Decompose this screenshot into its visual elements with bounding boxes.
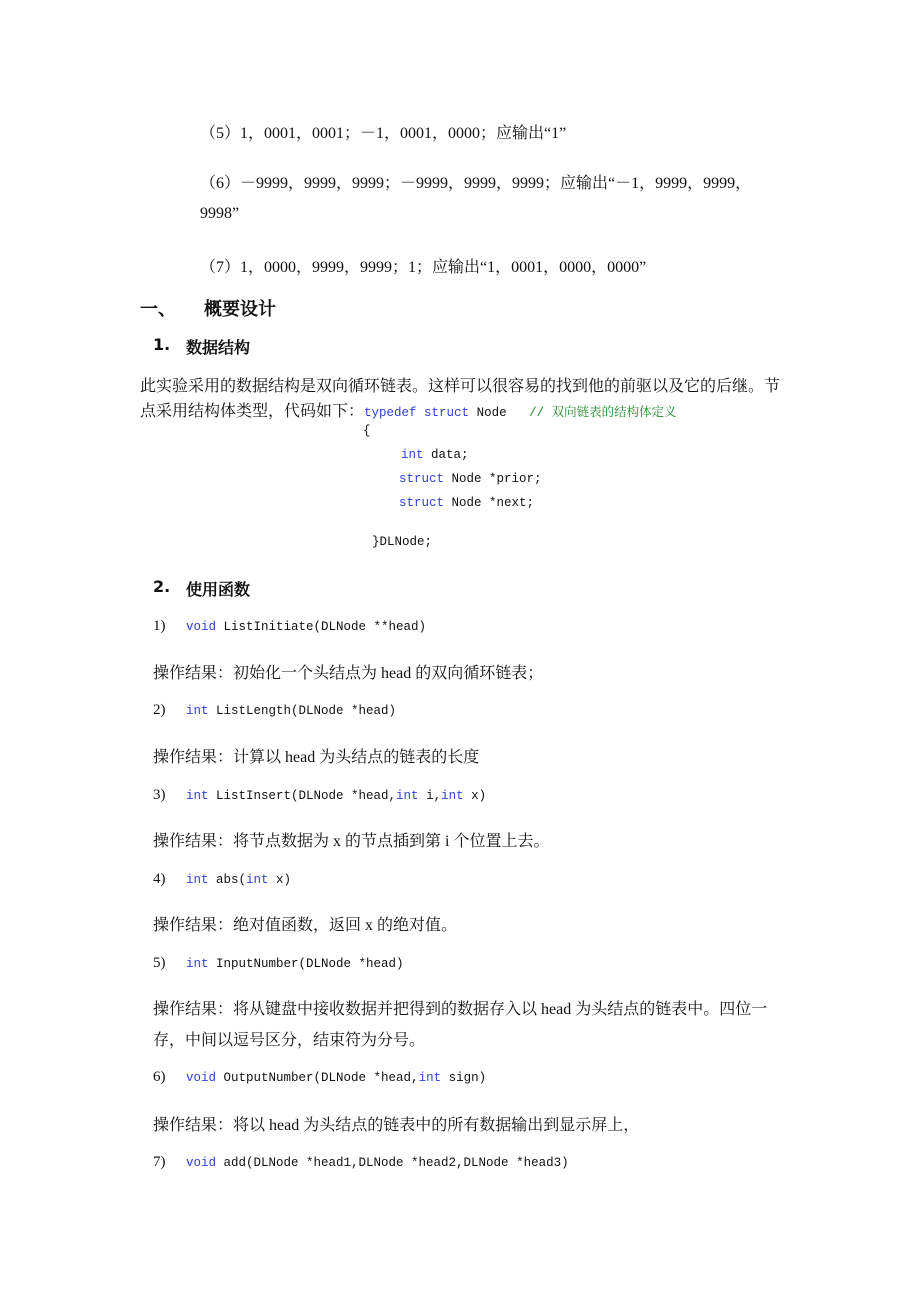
function-5-number: 5) [153, 955, 166, 971]
subsection-2-title: 使用函数 [186, 580, 251, 599]
function-1-sig: ListInitiate(DLNode **head) [216, 620, 427, 634]
function-7-signature [186, 1156, 569, 1170]
function-3-kw3: int [441, 789, 464, 803]
keyword-struct-prior: struct [399, 472, 445, 486]
keyword-typedef: typedef [364, 406, 417, 420]
keyword-int: int [401, 448, 424, 462]
code-node-name: Node [469, 406, 507, 420]
test-case-6: （6）－9999，9999，9999；－9999，9999，9999；应输出“－1，9999，9999， [200, 175, 752, 192]
function-5-result: 操作结果：将从键盘中接收数据并把得到的数据存入以 head 为头结点的链表中。四位一 [153, 1001, 768, 1018]
function-4-sig-b: x) [268, 873, 292, 887]
function-4-kw2: int [246, 873, 269, 887]
function-2-signature [186, 704, 396, 718]
function-7-sig: add(DLNode *head1,DLNode *head2,DLNode *head3) [216, 1156, 569, 1170]
function-1-signature [186, 620, 426, 634]
subsection-2-number: 2. [153, 577, 171, 596]
function-4-result: 操作结果：绝对值函数，返回 x 的绝对值。 [153, 917, 458, 934]
code-field-data [401, 448, 469, 462]
function-2-sig: ListLength(DLNode *head) [208, 704, 397, 718]
function-7-number: 7) [153, 1154, 166, 1170]
section-title: 概要设计 [204, 299, 276, 320]
function-4-number: 4) [153, 871, 166, 887]
subsection-1-number: 1. [153, 335, 171, 354]
function-3-number: 3) [153, 787, 166, 803]
section-number: 一、 [140, 299, 176, 320]
function-6-signature [186, 1071, 486, 1085]
code-typedef-line [364, 406, 677, 420]
function-7-return-type: void [186, 1156, 217, 1170]
field-data-text: data; [423, 448, 469, 462]
keyword-struct-next: struct [399, 496, 445, 510]
code-field-prior [399, 472, 542, 486]
function-1-return-type: void [186, 620, 217, 634]
code-field-next [399, 496, 534, 510]
function-5-return-type: int [186, 957, 209, 971]
function-3-return-type: int [186, 789, 209, 803]
function-3-result: 操作结果：将节点数据为 x 的节点插到第 i 个位置上去。 [153, 833, 550, 850]
function-5-sig: InputNumber(DLNode *head) [208, 957, 404, 971]
function-4-signature [186, 873, 291, 887]
field-prior-text: Node *prior; [444, 472, 542, 486]
function-6-number: 6) [153, 1069, 166, 1085]
intro-line-1: 此实验采用的数据结构是双向循环链表。这样可以很容易的找到他的前驱以及它的后继。节 [140, 378, 781, 395]
function-3-kw2: int [396, 789, 419, 803]
intro-line-2-text: 点采用结构体类型，代码如下： [140, 403, 365, 420]
function-1-result: 操作结果：初始化一个头结点为 head 的双向循环链表； [153, 665, 544, 682]
function-3-sig-a: ListInsert(DLNode *head, [208, 789, 397, 803]
test-case-7: （7）1，0000，9999，9999；1；应输出“1，0001，0000，0000” [200, 259, 647, 276]
keyword-struct: struct [424, 406, 470, 420]
function-4-return-type: int [186, 873, 209, 887]
code-comment: // 双向链表的结构体定义 [529, 406, 677, 420]
code-close: }DLNode; [372, 535, 433, 549]
code-open-brace: { [363, 424, 371, 438]
function-6-kw2: int [418, 1071, 442, 1085]
function-6-result: 操作结果：将以 head 为头结点的链表中的所有数据输出到显示屏上， [153, 1117, 640, 1134]
function-2-result: 操作结果：计算以 head 为头结点的链表的长度 [153, 749, 480, 766]
field-next-text: Node *next; [444, 496, 535, 510]
function-6-sig-a: OutputNumber(DLNode *head, [216, 1071, 419, 1085]
function-1-number: 1) [153, 618, 166, 634]
function-3-sig-b: i, [418, 789, 442, 803]
function-5-signature [186, 957, 404, 971]
function-3-signature [186, 789, 486, 803]
function-3-sig-c: x) [463, 789, 487, 803]
test-case-5: （5）1，0001，0001；－1，0001，0000；应输出“1” [200, 125, 567, 142]
function-4-sig-a: abs( [208, 873, 247, 887]
subsection-1-title: 数据结构 [186, 338, 251, 357]
intro-line-2 [140, 398, 677, 421]
function-5-result-cont: 存，中间以逗号区分，结束符为分号。 [153, 1032, 426, 1049]
function-6-sig-b: sign) [441, 1071, 487, 1085]
function-2-return-type: int [186, 704, 209, 718]
test-case-6-cont: 9998” [200, 205, 240, 222]
function-2-number: 2) [153, 702, 166, 718]
function-6-return-type: void [186, 1071, 217, 1085]
